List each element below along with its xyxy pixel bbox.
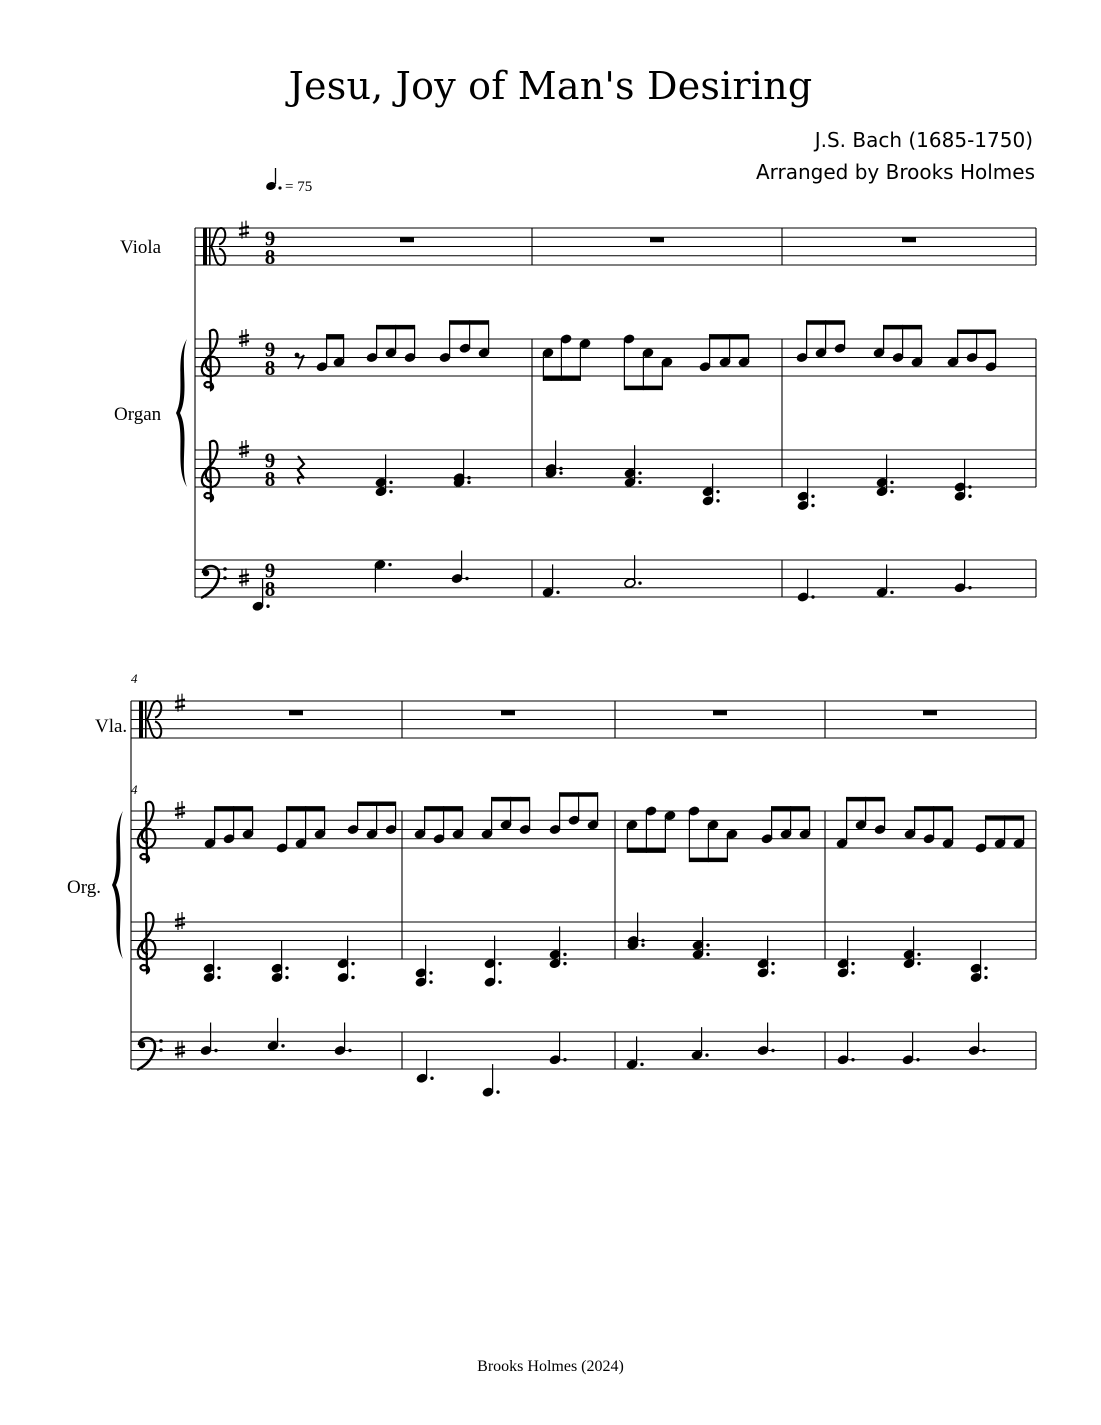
- dotted-quarter-chord: [797, 468, 815, 511]
- dotted-quarter-chord: [415, 945, 433, 988]
- augmentation-dot: [430, 1077, 433, 1080]
- viola-staff-system-1: [195, 228, 1036, 265]
- augmentation-dot: [563, 1058, 566, 1061]
- sharp-icon: [239, 221, 249, 239]
- time-signature-numerator: 9: [264, 558, 276, 583]
- quarter-rest-icon: [298, 456, 304, 484]
- beamed-eighths: [688, 806, 738, 863]
- dotted-quarter-note: [451, 551, 469, 584]
- measure-number-system2-viola: 4: [131, 671, 138, 686]
- dotted-quarter-chord: [375, 454, 393, 497]
- augmentation-dot: [984, 976, 987, 979]
- augmentation-dot: [851, 962, 854, 965]
- organ-middle-staff-system-2: [131, 922, 1036, 959]
- augmentation-dot: [638, 481, 641, 484]
- dotted-quarter-chord: [203, 940, 221, 983]
- augmentation-dot: [890, 481, 893, 484]
- augmentation-dot: [498, 962, 501, 965]
- augmentation-dot: [388, 563, 391, 566]
- sharp-icon: [175, 1041, 185, 1059]
- augmentation-dot: [389, 490, 392, 493]
- time-signature-denominator: 8: [264, 577, 276, 601]
- time-signature-denominator: 8: [264, 467, 276, 491]
- whole-rest-icon: [650, 237, 664, 242]
- dotted-quarter-chord: [702, 464, 720, 507]
- time-signature-denominator: 8: [264, 245, 276, 269]
- augmentation-dot: [811, 595, 814, 598]
- augmentation-dot: [429, 971, 432, 974]
- augmentation-dot: [706, 953, 709, 956]
- augmentation-dot: [984, 967, 987, 970]
- tempo-text: = 75: [285, 179, 313, 195]
- augmentation-dot: [638, 581, 641, 584]
- augmentation-dot: [706, 943, 709, 946]
- augmentation-dot: [716, 490, 719, 493]
- dotted-quarter-note: [797, 569, 815, 602]
- augmentation-dot: [285, 976, 288, 979]
- augmentation-dot: [465, 577, 468, 580]
- augmentation-dot: [281, 1044, 284, 1047]
- dotted-quarter-note: [334, 1023, 352, 1056]
- augmentation-dot: [214, 1049, 217, 1052]
- organ-pedal-staff-system-2: [131, 1032, 1036, 1069]
- augmentation-dot: [638, 471, 641, 474]
- augmentation-dot: [217, 967, 220, 970]
- composer-credit: J.S. Bach (1685-1750): [814, 128, 1033, 152]
- beamed-eighths: [549, 792, 599, 835]
- viola-staff-system-2: [131, 701, 1036, 738]
- augmentation-dot: [641, 943, 644, 946]
- augmentation-dot: [771, 1049, 774, 1052]
- bass-clef-icon: [137, 1038, 163, 1070]
- organ-brace-icon: [176, 339, 187, 487]
- dotted-quarter-chord: [624, 445, 642, 488]
- time-signature-numerator: 9: [264, 226, 276, 251]
- augmentation-dot: [982, 1049, 985, 1052]
- dotted-quarter-note: [549, 1032, 567, 1065]
- dotted-quarter-note: [968, 1023, 986, 1056]
- beamed-eighths: [623, 334, 673, 391]
- footer-copyright: Brooks Holmes (2024): [477, 1358, 624, 1375]
- augmentation-dot: [811, 495, 814, 498]
- time-signature-numerator: 9: [264, 448, 276, 473]
- augmentation-dot: [467, 476, 470, 479]
- dotted-quarter-note: [837, 1032, 855, 1065]
- augmentation-dot: [890, 490, 893, 493]
- time-signature-denominator: 8: [264, 356, 276, 380]
- piece-title: Jesu, Joy of Man's Desiring: [288, 64, 813, 108]
- dotted-quarter-chord: [837, 936, 855, 979]
- augmentation-dot: [771, 962, 774, 965]
- instrument-label-viola: Viola: [120, 237, 162, 258]
- beamed-eighths: [836, 797, 886, 849]
- organ-right-hand-staff-system-2: [131, 811, 1036, 848]
- dotted-quarter-chord: [271, 940, 289, 983]
- augmentation-dot: [811, 504, 814, 507]
- augmentation-dot: [851, 1058, 854, 1061]
- augmentation-dot: [559, 471, 562, 474]
- dotted-quarter-chord: [692, 917, 710, 960]
- beamed-eighths: [439, 320, 490, 363]
- augmentation-dot: [351, 962, 354, 965]
- beamed-eighths: [873, 325, 923, 368]
- dotted-quarter-note: [416, 1050, 434, 1083]
- organ-brace-icon: [112, 811, 123, 959]
- system-2: [112, 694, 1036, 1070]
- augmentation-dot: [498, 980, 501, 983]
- dotted-quarter-note: [954, 560, 972, 593]
- whole-rest-icon: [501, 710, 515, 715]
- augmentation-dot: [917, 953, 920, 956]
- dotted-quarter-note: [200, 1023, 218, 1056]
- sharp-icon: [175, 694, 185, 712]
- beamed-eighths: [904, 806, 954, 849]
- dotted-quarter-chord: [876, 454, 894, 497]
- augmentation-dot: [851, 971, 854, 974]
- sharp-icon: [175, 801, 185, 819]
- beamed-eighths: [481, 797, 531, 840]
- augmentation-dot: [640, 1063, 643, 1066]
- sharp-icon: [175, 912, 185, 930]
- augmentation-dot: [285, 967, 288, 970]
- organ-middle-staff-system-1: [195, 450, 1036, 487]
- augmentation-dot: [916, 1058, 919, 1061]
- sharp-icon: [239, 569, 249, 587]
- augmentation-dot: [641, 939, 644, 942]
- augmentation-dot: [429, 980, 432, 983]
- dotted-quarter-chord: [549, 926, 567, 969]
- augmentation-dot: [563, 962, 566, 965]
- tempo-marking: [265, 168, 312, 195]
- sharp-icon: [239, 440, 249, 458]
- dotted-quarter-chord: [954, 459, 972, 502]
- augmentation-dot: [556, 591, 559, 594]
- augmentation-dot: [559, 467, 562, 470]
- augmentation-dot: [389, 481, 392, 484]
- instrument-label-organ-short: Org.: [67, 877, 101, 898]
- system-1: [176, 221, 1036, 601]
- augmentation-dot: [217, 976, 220, 979]
- whole-rest-icon: [923, 710, 937, 715]
- augmentation-dot: [266, 605, 269, 608]
- augmentation-dot: [968, 586, 971, 589]
- dotted-quarter-note: [757, 1023, 775, 1056]
- augmentation-dot: [917, 962, 920, 965]
- beamed-eighths: [796, 320, 846, 363]
- dotted-quarter-chord: [903, 926, 921, 969]
- augmentation-dot: [496, 1090, 499, 1093]
- dotted-quarter-chord: [970, 940, 988, 983]
- whole-rest-icon: [289, 710, 303, 715]
- dotted-quarter-note: [902, 1032, 920, 1065]
- augmentation-dot: [348, 1049, 351, 1052]
- measure-number-system2-organ: 4: [131, 782, 138, 797]
- whole-rest-icon: [400, 237, 414, 242]
- augmentation-dot: [968, 485, 971, 488]
- augmentation-dot: [351, 976, 354, 979]
- instrument-label-organ: Organ: [114, 404, 162, 425]
- dotted-quarter-chord: [757, 936, 775, 979]
- instrument-label-viola-short: Vla.: [95, 716, 128, 737]
- beamed-eighths: [204, 806, 254, 849]
- bass-clef-icon: [201, 566, 227, 598]
- augmentation-dot: [716, 499, 719, 502]
- organ-pedal-staff-system-1: [195, 560, 1036, 597]
- augmentation-dot: [563, 953, 566, 956]
- dotted-quarter-chord: [484, 936, 502, 988]
- time-signature-numerator: 9: [264, 337, 276, 362]
- sharp-icon: [239, 329, 249, 347]
- augmentation-dot: [890, 591, 893, 594]
- dotted-quarter-note: [267, 1018, 285, 1051]
- augmentation-dot: [705, 1053, 708, 1056]
- whole-rest-icon: [902, 237, 916, 242]
- augmentation-dot: [771, 971, 774, 974]
- augmentation-dot: [467, 481, 470, 484]
- whole-rest-icon: [713, 710, 727, 715]
- augmentation-dot: [968, 495, 971, 498]
- beamed-eighths: [947, 330, 997, 373]
- arranger-credit: Arranged by Brooks Holmes: [755, 160, 1035, 184]
